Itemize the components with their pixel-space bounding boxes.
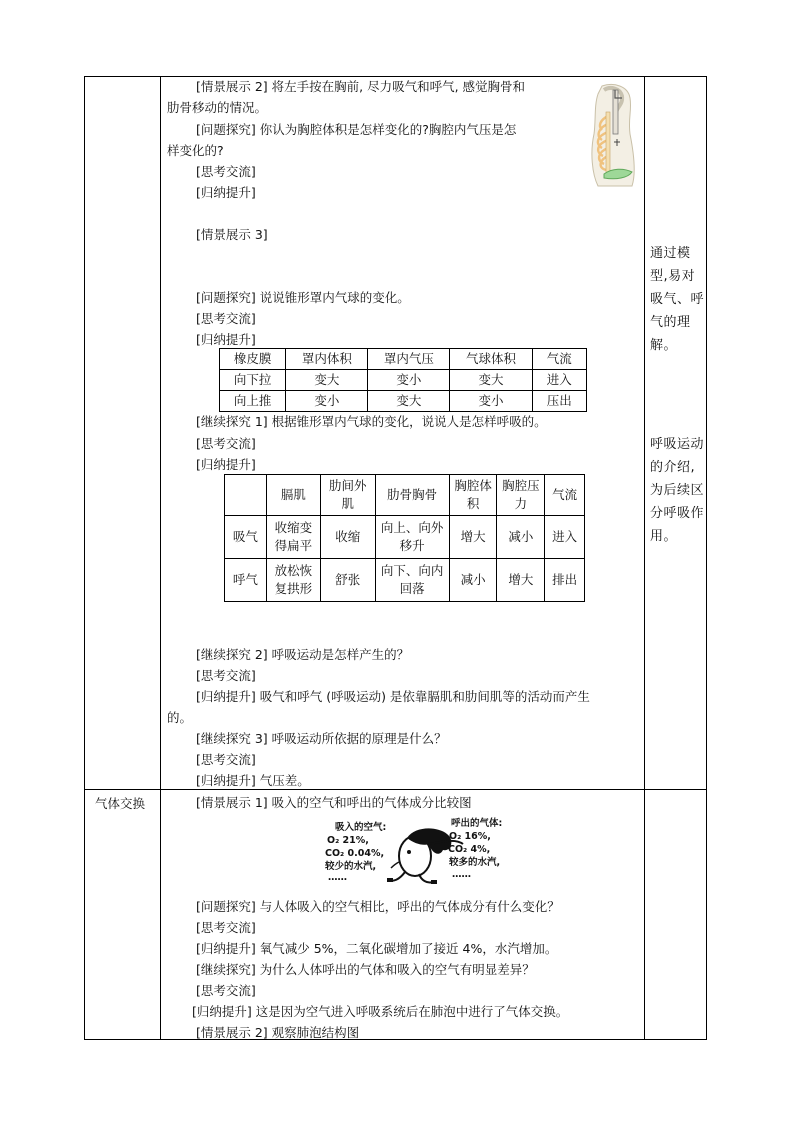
text-line: [归纳提升] 氧气减少 5%，二氧化碳增加了接近 4%，水汽增加。 bbox=[196, 941, 558, 956]
table-left-border bbox=[84, 76, 85, 1040]
breathing-movement-table bbox=[224, 474, 585, 602]
text-line: [情景展示 3] bbox=[196, 227, 268, 242]
table-row bbox=[225, 475, 585, 516]
text-line: [思考交流] bbox=[196, 436, 256, 451]
table-row bbox=[220, 391, 587, 412]
table-cell: 向下拉 bbox=[220, 370, 286, 391]
table-header-cell: 罩内体积 bbox=[286, 349, 368, 370]
table-header-cell: 膈肌 bbox=[266, 475, 320, 516]
inhaled-co2: CO₂ 0.04%, bbox=[325, 848, 385, 859]
text-line: 样变化的? bbox=[167, 143, 224, 158]
text-line: [继续探究 1] 根据锥形罩内气球的变化，说说人是怎样呼吸的。 bbox=[196, 414, 547, 429]
text-line: [思考交流] bbox=[196, 311, 256, 326]
table-cell: 舒张 bbox=[321, 559, 376, 602]
table-cell: 收缩变得扁平 bbox=[266, 516, 320, 559]
table-cell: 减小 bbox=[497, 516, 545, 559]
text-line: [思考交流] bbox=[196, 920, 256, 935]
text-line: 肋骨移动的情况。 bbox=[167, 100, 268, 115]
text-line: [思考交流] bbox=[196, 983, 256, 998]
table-cell: 变大 bbox=[286, 370, 368, 391]
text-line: [归纳提升] 这是因为空气进入呼吸系统后在肺泡中进行了气体交换。 bbox=[192, 1004, 569, 1019]
table-header-cell: 肋骨胸骨 bbox=[375, 475, 449, 516]
table-cell: 压出 bbox=[532, 391, 586, 412]
text-line: [归纳提升] 吸气和呼气 (呼吸运动) 是依靠膈肌和肋间肌等的活动而产生 bbox=[196, 689, 590, 704]
table-row bbox=[225, 516, 585, 559]
balloon-model-table bbox=[219, 348, 587, 412]
table-cell: 收缩 bbox=[321, 516, 376, 559]
table-cell: 变小 bbox=[450, 391, 532, 412]
side-note-breathing: 呼吸运动的介绍,为后续区分呼吸作用。 bbox=[650, 437, 705, 544]
table-header-cell: 罩内气压 bbox=[368, 349, 450, 370]
inhaled-air-title: 吸入的空气: bbox=[335, 822, 387, 833]
table-row bbox=[220, 349, 587, 370]
table-cell: 进入 bbox=[532, 370, 586, 391]
col-divider-1 bbox=[160, 76, 161, 1040]
table-cell: 变大 bbox=[368, 391, 450, 412]
text-line: [思考交流] bbox=[196, 668, 256, 683]
exhaled-more: …… bbox=[452, 869, 471, 880]
table-header-cell: 胸腔体积 bbox=[449, 475, 497, 516]
text-line: [思考交流] bbox=[196, 752, 256, 767]
table-header-cell: 胸腔压力 bbox=[497, 475, 545, 516]
exhaled-gas-title: 呼出的气体: bbox=[451, 818, 503, 829]
text-line: [情景展示 2] 观察肺泡结构图 bbox=[196, 1025, 360, 1040]
table-cell: 向下、向内回落 bbox=[375, 559, 449, 602]
thorax-illustration bbox=[584, 82, 642, 190]
text-line: [问题探究] 你认为胸腔体积是怎样变化的?胸腔内气压是怎 bbox=[196, 122, 517, 137]
text-line: [归纳提升] bbox=[196, 457, 256, 472]
table-row bbox=[225, 559, 585, 602]
inhaled-more: …… bbox=[328, 872, 347, 883]
table-header-cell: 气球体积 bbox=[450, 349, 532, 370]
table-right-border bbox=[706, 76, 707, 1040]
table-cell: 变大 bbox=[450, 370, 532, 391]
exhaled-co2: CO₂ 4%, bbox=[448, 844, 491, 855]
table-row bbox=[220, 370, 587, 391]
table-bottom-border bbox=[84, 1039, 706, 1040]
section-label-gas-exchange: 气体交换 bbox=[95, 796, 146, 811]
table-header-cell: 肋间外肌 bbox=[321, 475, 376, 516]
table-cell: 增大 bbox=[449, 516, 497, 559]
table-header-cell: 橡皮膜 bbox=[220, 349, 286, 370]
text-line: [继续探究 2] 呼吸运动是怎样产生的？ bbox=[196, 647, 410, 662]
text-line: [思考交流] bbox=[196, 164, 256, 179]
inhaled-o2: O₂ 21%, bbox=[327, 835, 369, 846]
table-cell: 减小 bbox=[449, 559, 497, 602]
exhaled-o2: O₂ 16%, bbox=[449, 831, 491, 842]
table-cell: 放松恢复拱形 bbox=[266, 559, 320, 602]
table-top-border bbox=[84, 76, 706, 77]
text-line: [归纳提升] bbox=[196, 332, 256, 347]
table-header-cell: 气流 bbox=[545, 475, 585, 516]
table-cell: 变小 bbox=[286, 391, 368, 412]
text-line: [问题探究] 与人体吸入的空气相比，呼出的气体成分有什么变化？ bbox=[196, 899, 560, 914]
table-cell: 呼气 bbox=[225, 559, 267, 602]
table-header-cell: 气流 bbox=[532, 349, 586, 370]
side-note-model: 通过模型,易对吸气、呼气的理解。 bbox=[650, 246, 705, 353]
text-line: [问题探究] 说说锥形罩内气球的变化。 bbox=[196, 290, 410, 305]
text-line: [继续探究] 为什么人体呼出的气体和吸入的空气有明显差异？ bbox=[196, 962, 535, 977]
text-line: 的。 bbox=[167, 710, 193, 725]
table-cell: 向上推 bbox=[220, 391, 286, 412]
table-cell: 增大 bbox=[497, 559, 545, 602]
exhaled-water: 较多的水汽, bbox=[449, 857, 501, 868]
text-line: [情景展示 1] 吸入的空气和呼出的气体成分比较图 bbox=[196, 795, 472, 810]
row-divider bbox=[84, 789, 706, 790]
text-line: [归纳提升] 气压差。 bbox=[196, 773, 310, 788]
inhaled-water: 较少的水汽, bbox=[325, 861, 377, 872]
table-cell: 向上、向外移升 bbox=[375, 516, 449, 559]
table-cell: 吸气 bbox=[225, 516, 267, 559]
table-cell: 变小 bbox=[368, 370, 450, 391]
text-line: [继续探究 3] 呼吸运动所依据的原理是什么？ bbox=[196, 731, 447, 746]
col-divider-2 bbox=[644, 76, 645, 1040]
table-cell: 排出 bbox=[545, 559, 585, 602]
table-cell: 进入 bbox=[545, 516, 585, 559]
text-line: [情景展示 2] 将左手按在胸前, 尽力吸气和呼气, 感觉胸骨和 bbox=[196, 79, 526, 94]
text-line: [归纳提升] bbox=[196, 185, 256, 200]
table-header-cell bbox=[225, 475, 267, 516]
